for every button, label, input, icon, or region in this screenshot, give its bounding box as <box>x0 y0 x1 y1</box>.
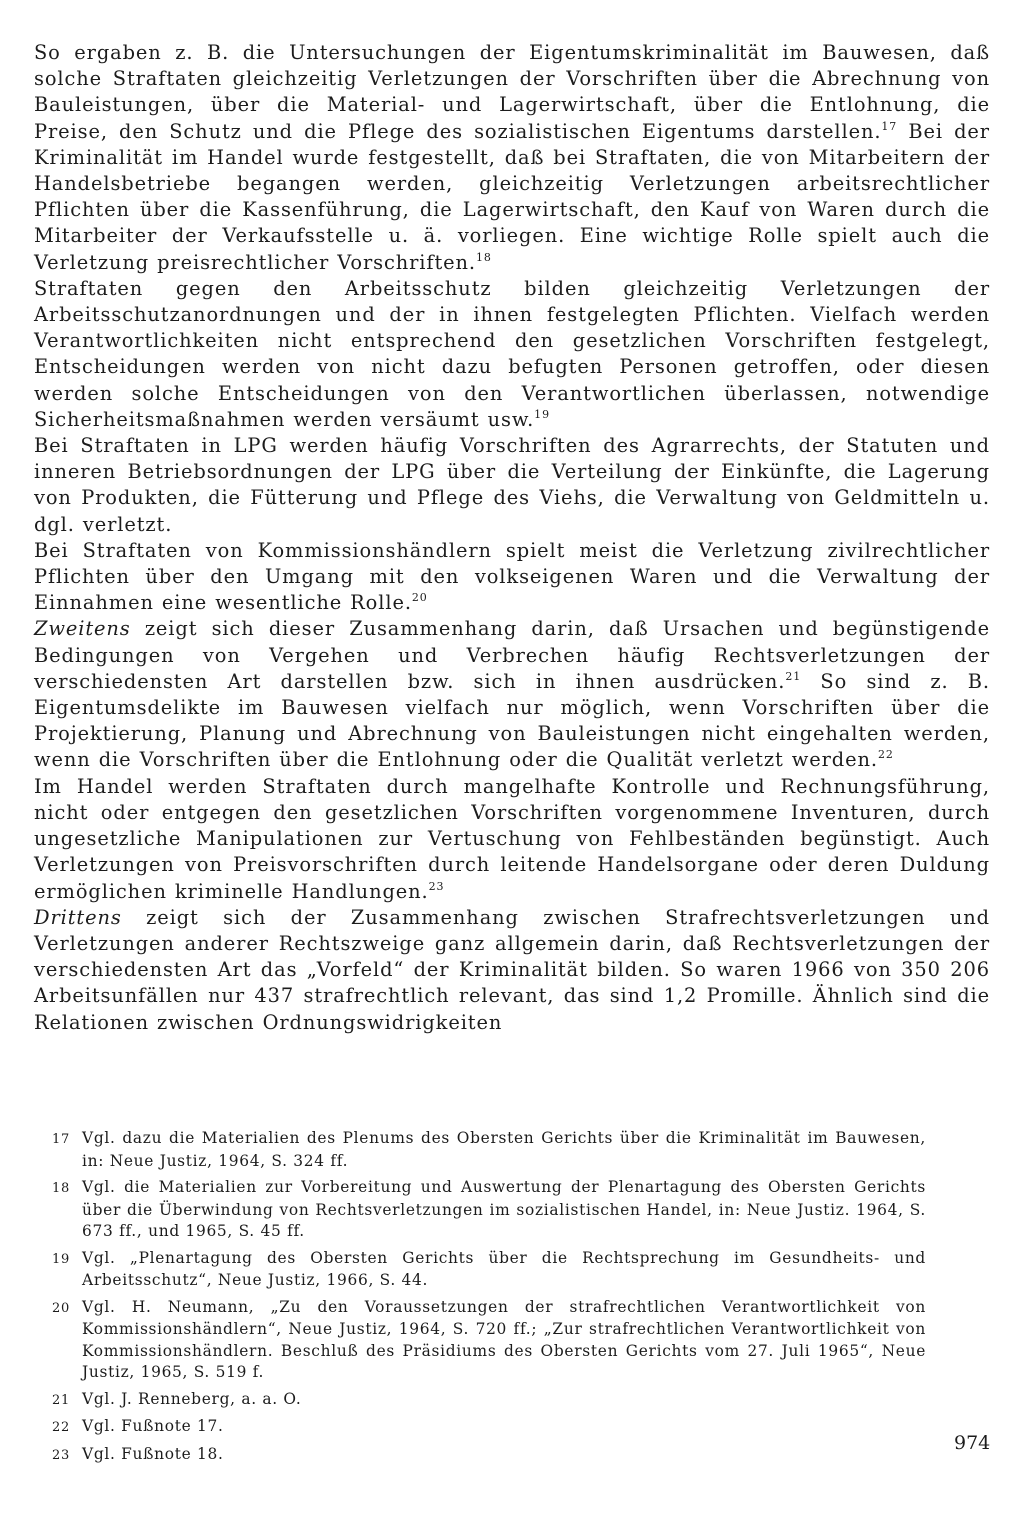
footnote-number: 19 <box>52 1251 70 1267</box>
footnote-reference: 23 <box>428 879 445 893</box>
footnote-reference: 17 <box>881 119 898 133</box>
footnote-reference: 19 <box>534 407 550 421</box>
footnote <box>52 1177 926 1243</box>
footnote <box>52 1248 926 1292</box>
footnote-number: 18 <box>52 1181 70 1196</box>
footnote-number: 20 <box>52 1300 70 1316</box>
footnote-number: 21 <box>52 1392 70 1408</box>
footnote-reference: 21 <box>785 669 802 683</box>
footnote-text: Vgl. dazu die Materialien des Plenums des Obersten Gerichts über die Kriminalität im Bauwesen, in: Neue Justiz, 1964, S. 324 ff. <box>82 1129 926 1170</box>
footnote <box>52 1444 926 1467</box>
footnote-text: Vgl. H. Neumann, „Zu den Voraussetzungen der strafrechtlichen Verantwortlichkeit von Kommissionshändlern“, Neue Justiz, 1964, S. 720 ff.; „Zur strafrechtlichen Verantwortlichkeit von Kommissionshändlern. Beschluß des Präsidiums des Obersten Gerichts vom 27. Juli 1965“, Neue Justiz, 1965, S. 519 f. <box>82 1297 926 1381</box>
paragraph <box>34 433 990 538</box>
page <box>34 40 990 1036</box>
text-run: Bei der Kriminalität im Handel wurde festgestellt, daß bei Straftaten, die von Mitarbeitern der Handelsbetriebe begangen werden, gleichzeitig Verletzungen arbeitsrechtlicher Pflichten über die Kassenführung, die Lagerwirtschaft, den Kauf von Waren durch die Mitarbeiter der Verkaufsstelle u. ä. vorliegen. Eine wichtige Rolle spielt auch die Verletzung preisrechtlicher Vorschriften. <box>34 119 990 274</box>
footnote-text: Vgl. Fußnote 17. <box>82 1417 224 1435</box>
footnote-number: 22 <box>52 1420 70 1435</box>
footnote-text: Vgl. „Plenartagung des Obersten Gerichts über die Rechtsprechung im Gesundheits- und Arbeitsschutz“, Neue Justiz, 1966, S. 44. <box>82 1248 926 1289</box>
paragraph <box>34 774 990 905</box>
emphasized-text: Drittens <box>34 905 122 929</box>
text-run: Bei Straftaten von Kommissionshändlern spielt meist die Verletzung zivilrechtlicher Pflichten über den Umgang mit den volkseigenen Waren und die Verwaltung der Einnahmen eine wesentliche Rolle. <box>34 538 990 615</box>
page-number: 974 <box>954 1432 991 1454</box>
emphasized-text: Zweitens <box>34 617 131 641</box>
footnote-text: Vgl. J. Renneberg, a. a. O. <box>82 1389 302 1408</box>
footnote <box>52 1416 926 1439</box>
text-run: Bei Straftaten in LPG werden häufig Vorschriften des Agrarrechts, der Statuten und inneren Betriebsordnungen der LPG über die Verteilung der Einkünfte, die Lagerung von Produkten, die Fütterung und Pflege des Viehs, die Verwaltung von Geldmitteln u. dgl. verletzt. <box>34 434 990 536</box>
text-run: So sind z. B. Eigentumsdelikte im Bauwesen vielfach nur möglich, wenn Vorschriften über die Projektierung, Planung und Abrechnung von Bauleistungen nicht eingehalten werden, wenn die Vorschriften über die Entlohnung oder die Qualität verletzt werden. <box>34 669 990 772</box>
footnote <box>52 1128 926 1172</box>
footnote-number: 23 <box>52 1447 70 1463</box>
text-run: zeigt sich dieser Zusammenhang darin, daß Ursachen und begünstigende Bedingungen von Vergehen und Verbrechen häufig Rechtsverletzungen der verschiedensten Art darstellen bzw. sich in ihnen ausdrücken. <box>34 617 990 693</box>
paragraph <box>34 905 990 1036</box>
paragraph <box>34 40 990 276</box>
text-run: Straftaten gegen den Arbeitsschutz bilden gleichzeitig Verletzungen der Arbeitsschutzanordnungen und der in ihnen festgelegten Pflichten. Vielfach werden Verantwortlichkeiten nicht entsprechend den gesetzlichen Vorschriften festgelegt, Entscheidungen werden von nicht dazu befugten Personen getroffen, oder diesen werden solche Entscheidungen von den Verantwortlichen überlassen, notwendige Sicherheitsmaßnahmen werden versäumt usw. <box>34 276 990 431</box>
footnote-reference: 18 <box>476 250 492 264</box>
footnotes <box>52 1128 926 1471</box>
footnote-reference: 20 <box>411 591 428 605</box>
paragraph <box>34 616 990 773</box>
footnote-text: Vgl. Fußnote 18. <box>82 1444 224 1463</box>
text-run: zeigt sich der Zusammenhang zwischen Strafrechtsverletzungen und Verletzungen anderer Rechtszweige ganz allgemein darin, daß Rechtsverletzungen der verschiedensten Art das „Vorfeld“ der Kriminalität bilden. So waren 1966 von 350 206 Arbeitsunfällen nur 437 strafrechtlich relevant, das sind 1,2 Promille. Ähnlich sind die Relationen zwischen Ordnungswidrigkeiten <box>34 905 990 1034</box>
footnote <box>52 1389 926 1412</box>
footnote-text: Vgl. die Materialien zur Vorbereitung und Auswertung der Plenartagung des Obersten Gerichts über die Überwindung von Rechtsverletzungen im sozialistischen Handel, in: Neue Justiz. 1964, S. 673 ff., und 1965, S. 45 ff. <box>82 1178 926 1240</box>
paragraph <box>34 276 990 433</box>
footnote-number: 17 <box>52 1132 70 1147</box>
main-text <box>34 40 990 1036</box>
text-run: Im Handel werden Straftaten durch mangelhafte Kontrolle und Rechnungsführung, nicht oder entgegen den gesetzlichen Vorschriften vorgenommene Inventuren, durch ungesetzliche Manipulationen zur Vertuschung von Fehlbeständen begünstigt. Auch Verletzungen von Preisvorschriften durch leitende Handelsorgane oder deren Duldung ermöglichen kriminelle Handlungen. <box>34 774 990 903</box>
text-run: So ergaben z. B. die Untersuchungen der Eigentumskriminalität im Bauwesen, daß solche Straftaten gleichzeitig Verletzungen der Vorschriften über die Abrechnung von Bauleistungen, über die Material- und Lagerwirtschaft, über die Entlohnung, die Preise, den Schutz und die Pflege des sozialistischen Eigentums darstellen. <box>34 41 990 143</box>
footnote <box>52 1297 926 1384</box>
paragraph <box>34 538 990 617</box>
footnote-reference: 22 <box>877 748 894 762</box>
